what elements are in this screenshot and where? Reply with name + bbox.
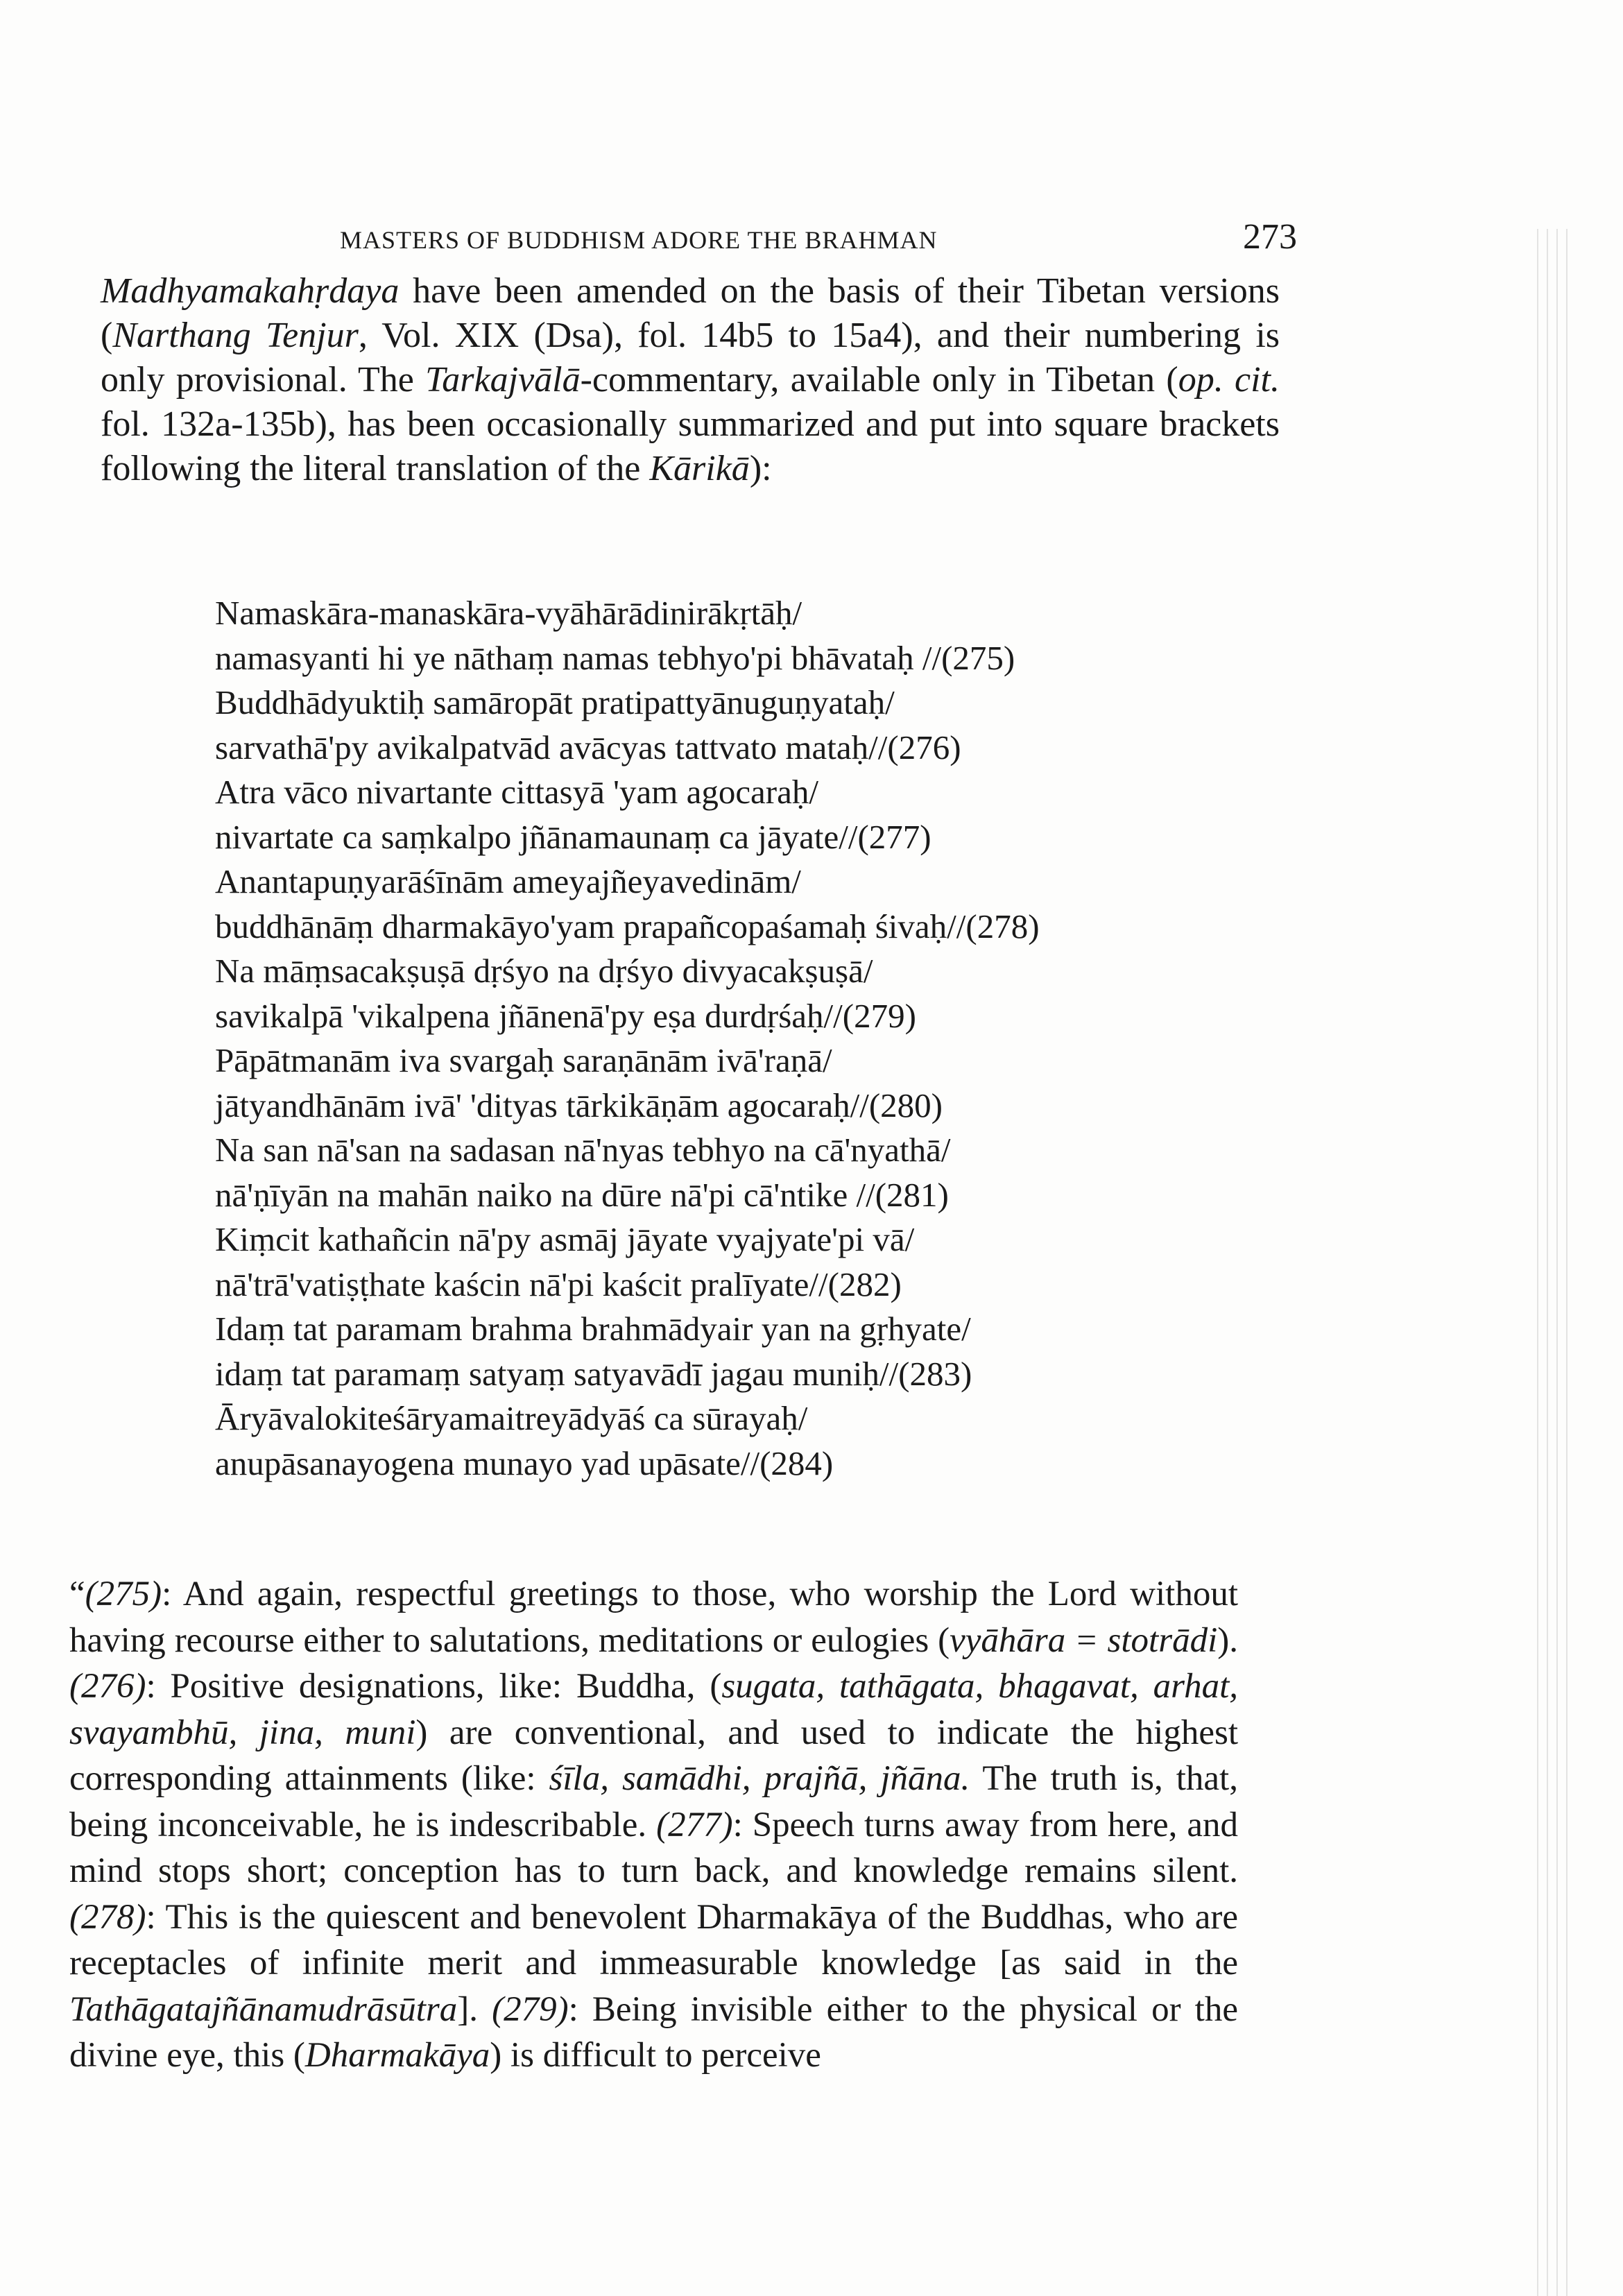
verse-line: Namaskāra-manaskāra-vyāhārādinirākṛtāḥ/ bbox=[215, 594, 802, 632]
verse-line: Na māṃsacakṣuṣā dṛśyo na dṛśyo divyacakṣuṣā/ bbox=[215, 952, 873, 990]
intro-text bbox=[101, 269, 1280, 491]
translation-italic: sugata, tathāgata, bhagavat, arhat, svayambhū, jina, muni bbox=[69, 1667, 1238, 1752]
page-number: 273 bbox=[1243, 217, 1297, 257]
verse-line: sarvathā'py avikalpatvād avācyas tattvato mataḥ//(276) bbox=[215, 728, 961, 766]
verse-line: Buddhādyuktiḥ samāropāt pratipattyānuguṇyataḥ/ bbox=[215, 683, 895, 721]
verse-line: Āryāvalokiteśāryamaitreyādyāś ca sūrayaḥ/ bbox=[215, 1399, 808, 1437]
intro-italic-commentary: Tarkajvālā bbox=[425, 360, 581, 400]
translation-segment: : Speech turns away from here, and mind stops short; conception has to turn back, and knowledge remains silent. bbox=[69, 1805, 1238, 1890]
intro-text-segment: -commentary, available only in Tibetan ( bbox=[580, 360, 1178, 400]
intro-paragraph bbox=[101, 269, 1280, 491]
verse-line: idaṃ tat paramaṃ satyaṃ satyavādī jagau muniḥ//(283) bbox=[215, 1354, 972, 1393]
verse-ref: (275) bbox=[85, 1575, 162, 1613]
sanskrit-verses bbox=[215, 591, 1269, 1486]
translation-segment: The truth is, that, being inconceivable, he is indescribable. bbox=[69, 1759, 1238, 1844]
translation-text bbox=[69, 1571, 1238, 2079]
verse-line: Atra vāco nivartante cittasyā 'yam agocaraḥ/ bbox=[215, 773, 818, 811]
verse-line: Pāpātmanām iva svargaḥ saraṇānām ivā'raṇā/ bbox=[215, 1041, 832, 1079]
translation-segment: ) is difficult to perceive bbox=[490, 2036, 821, 2075]
translation-paragraph bbox=[69, 1571, 1238, 2079]
scan-binding-edge bbox=[1533, 229, 1574, 2296]
translation-segment: : Being invisible either to the physical or the divine eye, this ( bbox=[69, 1989, 1238, 2075]
verse-line: Idaṃ tat paramam brahma brahmādyair yan na gṛhyate/ bbox=[215, 1310, 971, 1348]
verse-line: jātyandhānām ivā' 'dityas tārkikāṇām agocaraḥ//(280) bbox=[215, 1086, 943, 1124]
verse-ref: (276) bbox=[69, 1667, 146, 1706]
translation-italic: Dharmakāya bbox=[304, 2036, 490, 2075]
verse-line: Na san nā'san na sadasan nā'nyas tebhyo na cā'nyathā/ bbox=[215, 1131, 951, 1169]
translation-italic: vyāhāra = stotrādi bbox=[950, 1620, 1218, 1660]
translation-segment: : Positive designations, like: Buddha, ( bbox=[146, 1667, 722, 1706]
intro-italic-karika: Kārikā bbox=[649, 449, 750, 488]
translation-segment: : This is the quiescent and benevolent Dharmakāya of the Buddhas, who are receptacles of infinite merit and immeasurable knowledge [as said in the bbox=[69, 1897, 1238, 1982]
verse-line: nā'trā'vatiṣṭhate kaścin nā'pi kaścit pralīyate//(282) bbox=[215, 1265, 902, 1303]
verse-line: anupāsanayogena munayo yad upāsate//(284) bbox=[215, 1443, 834, 1482]
running-title: MASTERS OF BUDDHISM ADORE THE BRAHMAN bbox=[340, 226, 938, 254]
intro-text-segment: , Vol. XIX (Dsa), fol. 14b5 to 15a4), and their numbering is only provisional. The bbox=[101, 316, 1280, 400]
translation-segment: ) are conventional, and used to indicate the highest corresponding attainments (like: bbox=[69, 1713, 1238, 1798]
verse-line: namasyanti hi ye nāthaṃ namas tebhyo'pi bhāvataḥ //(275) bbox=[215, 638, 1015, 677]
translation-segment: ]. bbox=[457, 1989, 492, 2029]
intro-text-segment: have been amended on the basis of their Tibetan versions ( bbox=[101, 271, 1280, 355]
intro-text-segment: ): bbox=[749, 449, 772, 488]
translation-italic: Tathāgatajñānamudrāsūtra bbox=[69, 1989, 458, 2029]
verse-ref: (277) bbox=[656, 1805, 733, 1844]
intro-text-segment: fol. 132a-135b), has been occasionally summarized and put into square brackets following the literal translation of the bbox=[101, 404, 1280, 488]
translation-segment: : And again, respectful greetings to those, who worship the Lord without having recourse either to salutations, meditations or eulogies ( bbox=[69, 1575, 1238, 1660]
verse-ref: (278) bbox=[69, 1897, 146, 1937]
verse-line: Kiṃcit kathañcin nā'py asmāj jāyate vyajyate'pi vā/ bbox=[215, 1220, 915, 1258]
verse-line: buddhānāṃ dharmakāyo'yam prapañcopaśamaḥ śivaḥ//(278) bbox=[215, 907, 1040, 945]
intro-italic-opcit: op. cit. bbox=[1178, 360, 1280, 400]
verse-line: nā'ṇīyān na mahān naiko na dūre nā'pi cā'ntike //(281) bbox=[215, 1175, 949, 1214]
translation-segment: ). bbox=[1217, 1620, 1238, 1660]
translation-italic: śīla, samādhi, prajñā, jñāna. bbox=[549, 1759, 970, 1798]
intro-italic-source: Narthang Tenjur bbox=[112, 316, 359, 355]
running-head bbox=[340, 216, 1297, 257]
verse-line: nivartate ca saṃkalpo jñānamaunaṃ ca jāyate//(277) bbox=[215, 817, 931, 856]
verse-line: Anantapuṇyarāśīnām ameyajñeyavedinām/ bbox=[215, 862, 801, 900]
verse-ref: (279) bbox=[492, 1989, 569, 2029]
translation-segment: “ bbox=[69, 1575, 85, 1613]
verse-line: savikalpā 'vikalpena jñānenā'py eṣa durdṛśaḥ//(279) bbox=[215, 996, 916, 1035]
intro-italic-title: Madhyamakahṛdaya bbox=[101, 271, 400, 311]
